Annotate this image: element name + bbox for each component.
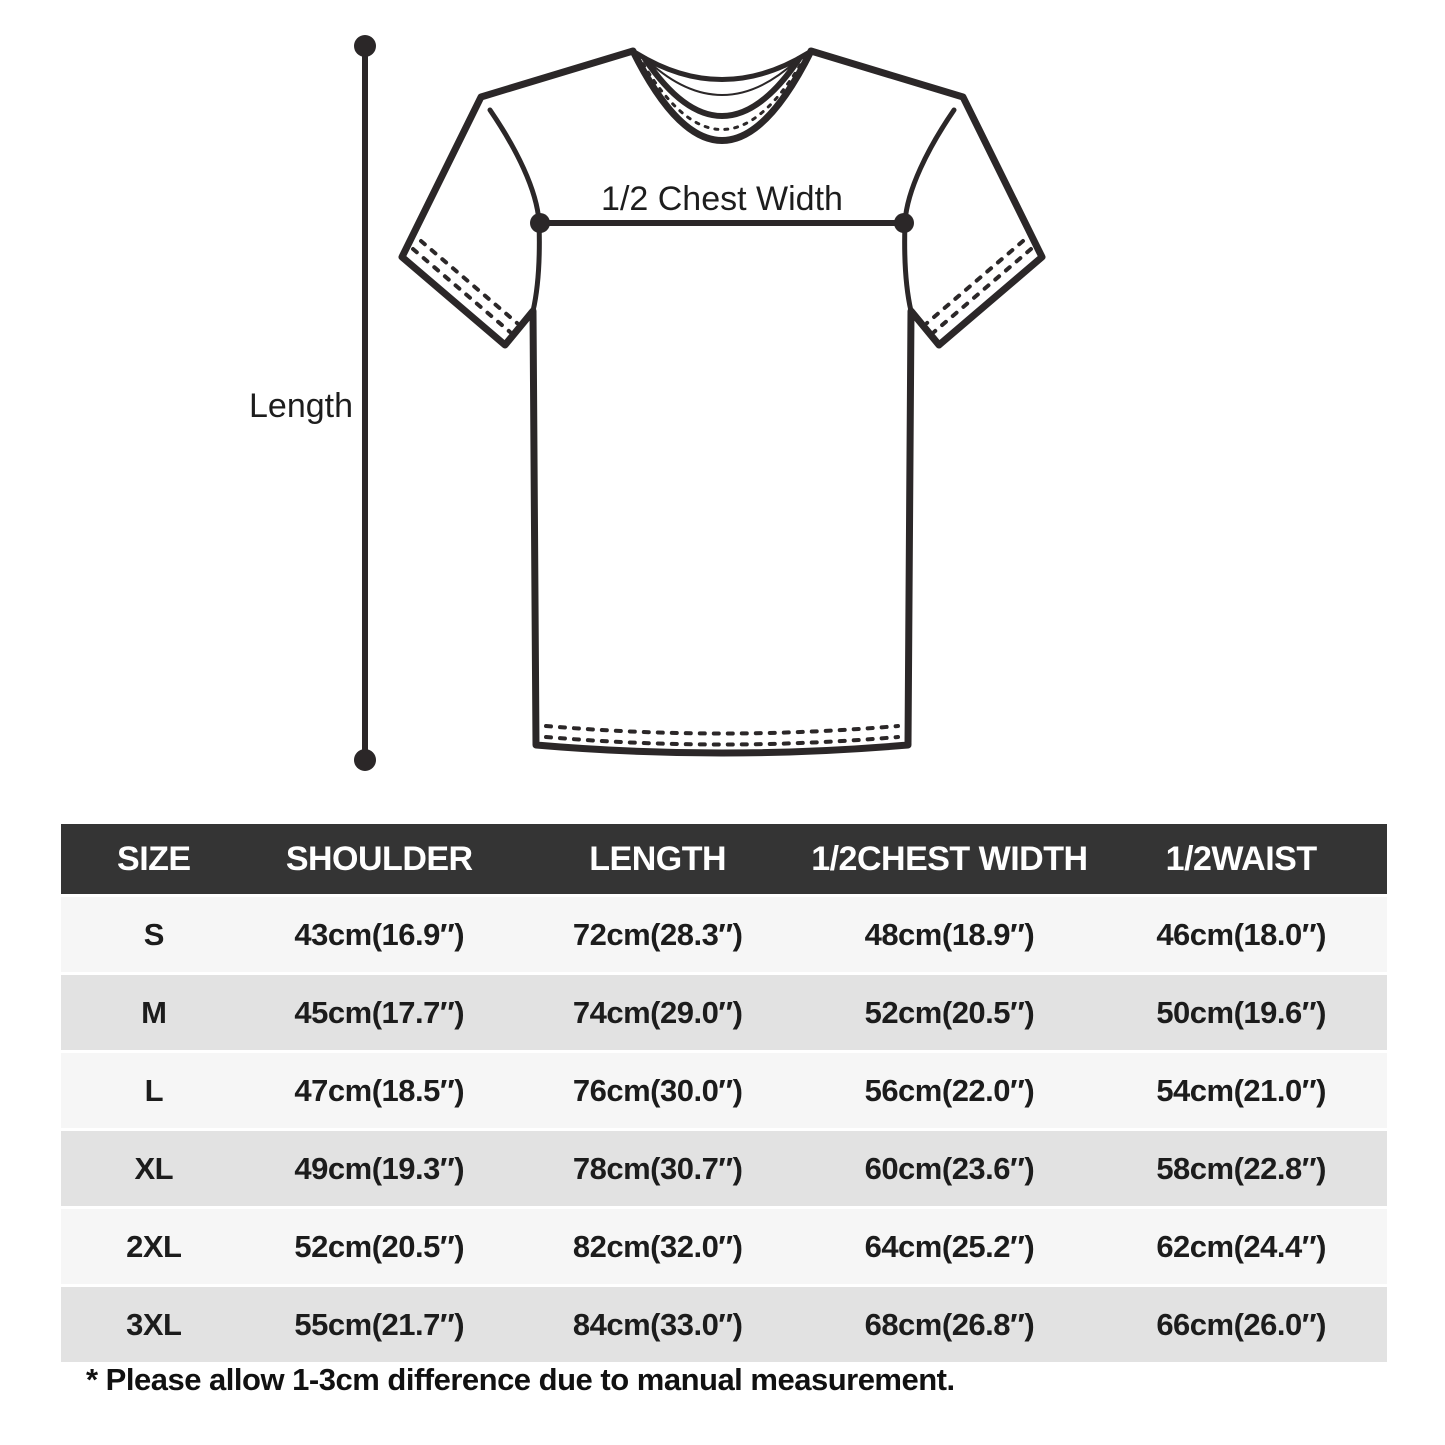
cell-chest: 52cm(20.5″) — [804, 975, 1096, 1050]
chest-measure-dot-right — [894, 213, 914, 233]
cell-length: 82cm(32.0″) — [512, 1209, 804, 1284]
cell-length: 74cm(29.0″) — [512, 975, 804, 1050]
cell-size: XL — [61, 1131, 247, 1206]
cell-shoulder: 47cm(18.5″) — [247, 1053, 512, 1128]
cell-length: 78cm(30.7″) — [512, 1131, 804, 1206]
tshirt-outline — [402, 51, 1042, 753]
cell-size: 2XL — [61, 1209, 247, 1284]
cell-length: 84cm(33.0″) — [512, 1287, 804, 1362]
header-cell-shoulder: SHOULDER — [247, 824, 512, 894]
measurement-disclaimer: * Please allow 1-3cm difference due to manual measurement. — [86, 1362, 955, 1397]
length-label: Length — [249, 387, 353, 425]
cell-shoulder: 52cm(20.5″) — [247, 1209, 512, 1284]
cell-chest: 60cm(23.6″) — [804, 1131, 1096, 1206]
cell-chest: 56cm(22.0″) — [804, 1053, 1096, 1128]
cell-length: 72cm(28.3″) — [512, 897, 804, 972]
table-row-s — [61, 897, 1387, 972]
cell-size: 3XL — [61, 1287, 247, 1362]
table-row-xl — [61, 1131, 1387, 1206]
chest-measure-dot-left — [530, 213, 550, 233]
cell-size: S — [61, 897, 247, 972]
length-measure-dot-top — [354, 35, 376, 57]
header-cell-size: SIZE — [61, 824, 247, 894]
cell-chest: 48cm(18.9″) — [804, 897, 1096, 972]
cell-shoulder: 49cm(19.3″) — [247, 1131, 512, 1206]
table-row-3xl — [61, 1287, 1387, 1362]
cell-shoulder: 55cm(21.7″) — [247, 1287, 512, 1362]
cell-length: 76cm(30.0″) — [512, 1053, 804, 1128]
size-chart-table — [61, 821, 1387, 1365]
header-cell-chest: 1/2CHEST WIDTH — [804, 824, 1096, 894]
cell-chest: 68cm(26.8″) — [804, 1287, 1096, 1362]
cell-waist: 62cm(24.4″) — [1095, 1209, 1387, 1284]
header-cell-length: LENGTH — [512, 824, 804, 894]
cell-waist: 50cm(19.6″) — [1095, 975, 1387, 1050]
cell-chest: 64cm(25.2″) — [804, 1209, 1096, 1284]
header-cell-waist: 1/2WAIST — [1095, 824, 1387, 894]
collar-back-top-line — [636, 53, 808, 80]
cell-waist: 66cm(26.0″) — [1095, 1287, 1387, 1362]
length-measure-dot-bottom — [354, 749, 376, 771]
chest-width-label: 1/2 Chest Width — [601, 180, 843, 218]
cell-shoulder: 45cm(17.7″) — [247, 975, 512, 1050]
cell-waist: 58cm(22.8″) — [1095, 1131, 1387, 1206]
header-row — [61, 824, 1387, 894]
cell-shoulder: 43cm(16.9″) — [247, 897, 512, 972]
cell-size: M — [61, 975, 247, 1050]
cell-size: L — [61, 1053, 247, 1128]
table-row-m — [61, 975, 1387, 1050]
cell-waist: 54cm(21.0″) — [1095, 1053, 1387, 1128]
table-row-2xl — [61, 1209, 1387, 1284]
table-row-l — [61, 1053, 1387, 1128]
cell-waist: 46cm(18.0″) — [1095, 897, 1387, 972]
